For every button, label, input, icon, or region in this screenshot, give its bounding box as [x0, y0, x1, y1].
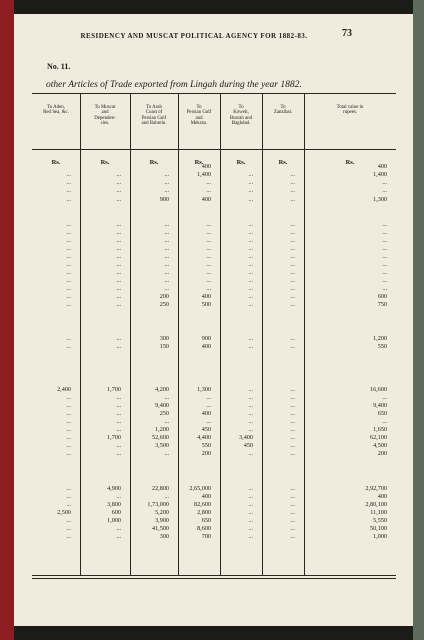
right-cover-edge — [413, 0, 424, 640]
table-cell: ... — [66, 442, 71, 449]
table-cell: ... — [382, 269, 387, 276]
table-cell: ... — [290, 418, 295, 425]
table-cell: ... — [248, 285, 253, 292]
table-cell: ... — [248, 179, 253, 186]
table-cell: ... — [206, 402, 211, 409]
table-cell: 400 — [201, 343, 211, 350]
table-cell: ... — [66, 426, 71, 433]
table-cell: ... — [206, 221, 211, 228]
table-cell: 5,550 — [373, 517, 387, 524]
table-cell: ... — [290, 221, 295, 228]
table-cell: ... — [164, 450, 169, 457]
page-number: 73 — [342, 28, 352, 39]
table-cell: 2,92,700 — [365, 485, 387, 492]
table-cell: ... — [206, 418, 211, 425]
table-cell: 900 — [201, 335, 211, 342]
table-cell: 400 — [201, 493, 211, 500]
table-cell: 3,500 — [155, 442, 169, 449]
table-cell: 52,600 — [151, 434, 169, 441]
table-cell: ... — [164, 394, 169, 401]
table-cell: ... — [206, 179, 211, 186]
table-cell: ... — [248, 533, 253, 540]
table-cell: ... — [116, 301, 121, 308]
table-cell: ... — [290, 517, 295, 524]
table-cell: ... — [290, 442, 295, 449]
table-cell: ... — [66, 485, 71, 492]
table-cell: ... — [206, 237, 211, 244]
table-cell: ... — [248, 517, 253, 524]
table-cell: 550 — [377, 343, 387, 350]
unit-label: Rs. — [51, 159, 61, 166]
table-cell: ... — [290, 485, 295, 492]
table-cell: ... — [116, 237, 121, 244]
table-cell: ... — [116, 229, 121, 236]
table-cell: ... — [164, 229, 169, 236]
table-cell: ... — [66, 221, 71, 228]
table-cell: ... — [66, 493, 71, 500]
table-cell: 16,600 — [369, 386, 387, 393]
table-cell: ... — [66, 501, 71, 508]
table-cell: 1,000 — [107, 517, 121, 524]
table-cell: ... — [164, 277, 169, 284]
table-bottom-rule-2 — [32, 578, 396, 579]
table-cell: ... — [290, 386, 295, 393]
table-cell: ... — [116, 426, 121, 433]
table-cell: ... — [290, 501, 295, 508]
table-cell: ... — [164, 221, 169, 228]
table-cell: ... — [66, 517, 71, 524]
table-cell: 250 — [159, 301, 169, 308]
unit-label: Rs. — [236, 159, 246, 166]
table-cell: 400 — [201, 410, 211, 417]
table-cell: ... — [290, 187, 295, 194]
table-cell: ... — [66, 179, 71, 186]
table-cell: 450 — [243, 442, 253, 449]
table-subtitle: other Articles of Trade exported from Lingah during the year 1882. — [46, 80, 302, 90]
table-cell: ... — [66, 187, 71, 194]
table-cell: 11,100 — [370, 509, 387, 516]
table-cell: ... — [290, 335, 295, 342]
table-cell: 1,650 — [373, 426, 387, 433]
table-cell: 900 — [159, 196, 169, 203]
table-cell: 1,700 — [107, 386, 121, 393]
table-cell: ... — [248, 237, 253, 244]
table-cell: ... — [248, 293, 253, 300]
table-cell: 8,600 — [197, 525, 211, 532]
table-cell: ... — [206, 261, 211, 268]
table-cell: ... — [382, 261, 387, 268]
running-head: RESIDENCY AND MUSCAT POLITICAL AGENCY FOR 1882-83. — [80, 32, 308, 40]
table-cell: 550 — [201, 442, 211, 449]
table-cell: ... — [116, 245, 121, 252]
table-cell: 3,800 — [107, 501, 121, 508]
table-cell: 1,300 — [373, 196, 387, 203]
unit-label: Rs. — [278, 159, 288, 166]
table-cell: 2,400 — [57, 386, 71, 393]
table-cell: 600 — [377, 293, 387, 300]
column-header-7: Total value in rupees. — [336, 105, 364, 116]
table-cell: 9,400 — [373, 402, 387, 409]
table-cell: ... — [66, 343, 71, 350]
table-cell: 3,900 — [155, 517, 169, 524]
table-cell: ... — [66, 533, 71, 540]
table-cell: ... — [66, 434, 71, 441]
table-cell: ... — [290, 277, 295, 284]
table-cell: 400 — [201, 196, 211, 203]
table-cell: ... — [116, 450, 121, 457]
table-cell: ... — [290, 179, 295, 186]
table-cell: ... — [290, 426, 295, 433]
table-cell: 200 — [377, 450, 387, 457]
table-cell: 41,500 — [151, 525, 169, 532]
table-cell: ... — [206, 245, 211, 252]
table-cell: ... — [116, 493, 121, 500]
table-cell: ... — [66, 410, 71, 417]
table-cell: 4,200 — [155, 386, 169, 393]
table-cell: ... — [290, 171, 295, 178]
table-cell: ... — [248, 493, 253, 500]
table-cell: ... — [290, 245, 295, 252]
table-cell: 2,65,000 — [189, 485, 211, 492]
table-cell: ... — [290, 394, 295, 401]
table-cell: ... — [382, 277, 387, 284]
table-cell: ... — [66, 229, 71, 236]
table-cell: ... — [66, 525, 71, 532]
table-cell: ... — [382, 179, 387, 186]
table-cell: ... — [116, 179, 121, 186]
table-cell: ... — [248, 410, 253, 417]
table-cell: ... — [248, 394, 253, 401]
table-cell: ... — [248, 485, 253, 492]
table-cell: ... — [382, 245, 387, 252]
table-cell: 1,000 — [373, 533, 387, 540]
table-cell: ... — [382, 253, 387, 260]
table-cell: 400 — [201, 293, 211, 300]
table-cell: ... — [290, 196, 295, 203]
table-cell: ... — [206, 187, 211, 194]
table-cell: ... — [164, 285, 169, 292]
table-cell: ... — [248, 426, 253, 433]
table-cell: 250 — [159, 410, 169, 417]
table-cell: 500 — [201, 301, 211, 308]
table-cell: ... — [116, 221, 121, 228]
table-cell: ... — [66, 301, 71, 308]
table-cell: ... — [290, 450, 295, 457]
table-cell: 1,200 — [373, 335, 387, 342]
table-cell: ... — [248, 418, 253, 425]
table-cell: ... — [248, 386, 253, 393]
table-cell: ... — [66, 335, 71, 342]
table-cell: ... — [116, 277, 121, 284]
table-cell: ... — [116, 394, 121, 401]
table-cell: ... — [382, 285, 387, 292]
table-cell: ... — [66, 402, 71, 409]
unit-label: Rs. — [149, 159, 159, 166]
book-page — [14, 14, 413, 626]
table-cell: ... — [66, 237, 71, 244]
table-cell: ... — [116, 402, 121, 409]
table-cell: 750 — [377, 301, 387, 308]
table-cell: ... — [206, 277, 211, 284]
table-cell: 4,900 — [107, 485, 121, 492]
table-cell: ... — [290, 261, 295, 268]
table-cell: 400 — [377, 493, 387, 500]
table-cell: ... — [248, 277, 253, 284]
table-cell: 2,80,100 — [365, 501, 387, 508]
table-cell: 400 — [377, 163, 387, 170]
table-cell: ... — [116, 196, 121, 203]
table-cell: ... — [248, 335, 253, 342]
table-cell: ... — [382, 418, 387, 425]
table-cell: ... — [116, 171, 121, 178]
table-cell: ... — [206, 285, 211, 292]
red-cover-edge — [0, 0, 14, 640]
table-cell: ... — [116, 293, 121, 300]
table-cell: ... — [116, 335, 121, 342]
table-cell: ... — [164, 253, 169, 260]
table-cell: ... — [164, 187, 169, 194]
table-cell: ... — [248, 450, 253, 457]
table-cell: 62,100 — [369, 434, 387, 441]
unit-label: Rs. — [345, 159, 355, 166]
table-cell: ... — [116, 253, 121, 260]
table-cell: ... — [248, 245, 253, 252]
table-cell: ... — [164, 261, 169, 268]
table-cell: ... — [164, 269, 169, 276]
table-cell: ... — [164, 237, 169, 244]
table-cell: 5,200 — [155, 509, 169, 516]
table-cell: ... — [248, 509, 253, 516]
table-cell: ... — [116, 261, 121, 268]
table-cell: ... — [248, 229, 253, 236]
table-cell: ... — [116, 269, 121, 276]
table-cell: 1,73,000 — [147, 501, 169, 508]
table-cell: 600 — [111, 509, 121, 516]
table-cell: ... — [290, 301, 295, 308]
document-number: No. 11. — [47, 62, 71, 71]
table-cell: ... — [382, 221, 387, 228]
table-cell: 2,500 — [57, 509, 71, 516]
table-cell: 1,300 — [197, 386, 211, 393]
table-cell: ... — [116, 442, 121, 449]
table-cell: ... — [206, 394, 211, 401]
table-cell: ... — [116, 343, 121, 350]
table-cell: 50,100 — [369, 525, 387, 532]
table-cell: ... — [290, 253, 295, 260]
column-header-4: To Persian Gulf and Mekran. — [186, 105, 212, 127]
table-cell: 82,600 — [193, 501, 211, 508]
table-cell: 200 — [201, 450, 211, 457]
table-cell: ... — [248, 253, 253, 260]
column-header-5: To Koweit, Busrah and Baghdad. — [229, 105, 253, 127]
table-cell: 300 — [159, 533, 169, 540]
table-cell: ... — [206, 253, 211, 260]
table-cell: 200 — [159, 293, 169, 300]
table-cell: 400 — [201, 163, 211, 170]
table-cell: ... — [248, 402, 253, 409]
table-cell: 1,400 — [373, 171, 387, 178]
table-cell: ... — [382, 237, 387, 244]
table-cell: ... — [248, 501, 253, 508]
table-cell: ... — [116, 187, 121, 194]
table-cell: 1,700 — [107, 434, 121, 441]
column-header-6: To Zanzibar. — [273, 105, 293, 116]
column-header-3: To Arab Coast of Persian Gulf and Bahrein. — [141, 105, 167, 127]
table-cell: ... — [248, 196, 253, 203]
table-cell: ... — [382, 229, 387, 236]
table-cell: ... — [66, 196, 71, 203]
table-cell: ... — [248, 171, 253, 178]
table-cell: ... — [116, 418, 121, 425]
table-cell: ... — [290, 269, 295, 276]
table-top-rule — [32, 93, 396, 94]
table-cell: ... — [164, 418, 169, 425]
unit-label: Rs. — [194, 159, 204, 166]
table-cell: ... — [248, 301, 253, 308]
table-cell: ... — [66, 285, 71, 292]
table-cell: ... — [248, 261, 253, 268]
table-cell: ... — [116, 410, 121, 417]
table-cell: ... — [290, 285, 295, 292]
table-cell: 2,800 — [197, 509, 211, 516]
table-cell: ... — [248, 525, 253, 532]
column-header-2: To Muscat and Dependen- cies. — [94, 105, 116, 127]
table-cell: ... — [66, 450, 71, 457]
table-cell: ... — [116, 533, 121, 540]
header-rule — [32, 149, 396, 150]
table-cell: ... — [382, 394, 387, 401]
table-cell: ... — [248, 187, 253, 194]
table-cell: 650 — [201, 517, 211, 524]
table-cell: ... — [290, 434, 295, 441]
table-cell: ... — [164, 245, 169, 252]
table-cell: 450 — [201, 426, 211, 433]
table-cell: 3,400 — [239, 434, 253, 441]
table-bottom-rule — [32, 575, 396, 576]
table-cell: ... — [206, 269, 211, 276]
table-cell: ... — [66, 269, 71, 276]
table-cell: 4,400 — [197, 434, 211, 441]
table-cell: ... — [290, 237, 295, 244]
table-cell: ... — [382, 187, 387, 194]
table-cell: ... — [164, 493, 169, 500]
table-cell: ... — [164, 171, 169, 178]
table-cell: 300 — [159, 335, 169, 342]
table-cell: 1,400 — [197, 171, 211, 178]
table-cell: ... — [290, 402, 295, 409]
table-cell: 700 — [201, 533, 211, 540]
table-cell: 650 — [377, 410, 387, 417]
table-cell: ... — [248, 269, 253, 276]
table-cell: ... — [248, 221, 253, 228]
table-cell: 1,200 — [155, 426, 169, 433]
table-cell: ... — [248, 343, 253, 350]
table-cell: ... — [206, 229, 211, 236]
table-cell: ... — [290, 293, 295, 300]
table-cell: ... — [66, 171, 71, 178]
table-cell: ... — [290, 525, 295, 532]
table-cell: ... — [290, 410, 295, 417]
table-cell: ... — [66, 245, 71, 252]
table-cell: ... — [66, 261, 71, 268]
table-cell: 22,800 — [151, 485, 169, 492]
table-cell: ... — [164, 179, 169, 186]
table-cell: ... — [66, 253, 71, 260]
column-header-1: To Aden, Red Sea, &c. — [43, 105, 69, 116]
table-cell: ... — [116, 285, 121, 292]
table-cell: 150 — [159, 343, 169, 350]
table-cell: ... — [66, 394, 71, 401]
table-cell: ... — [290, 229, 295, 236]
unit-label: Rs. — [100, 159, 110, 166]
table-cell: 9,400 — [155, 402, 169, 409]
table-cell: ... — [290, 493, 295, 500]
table-cell: ... — [66, 277, 71, 284]
table-cell: ... — [66, 418, 71, 425]
table-cell: 4,500 — [373, 442, 387, 449]
table-cell: ... — [290, 343, 295, 350]
table-cell: ... — [66, 293, 71, 300]
table-cell: ... — [290, 533, 295, 540]
table-cell: ... — [290, 509, 295, 516]
table-cell: ... — [116, 525, 121, 532]
